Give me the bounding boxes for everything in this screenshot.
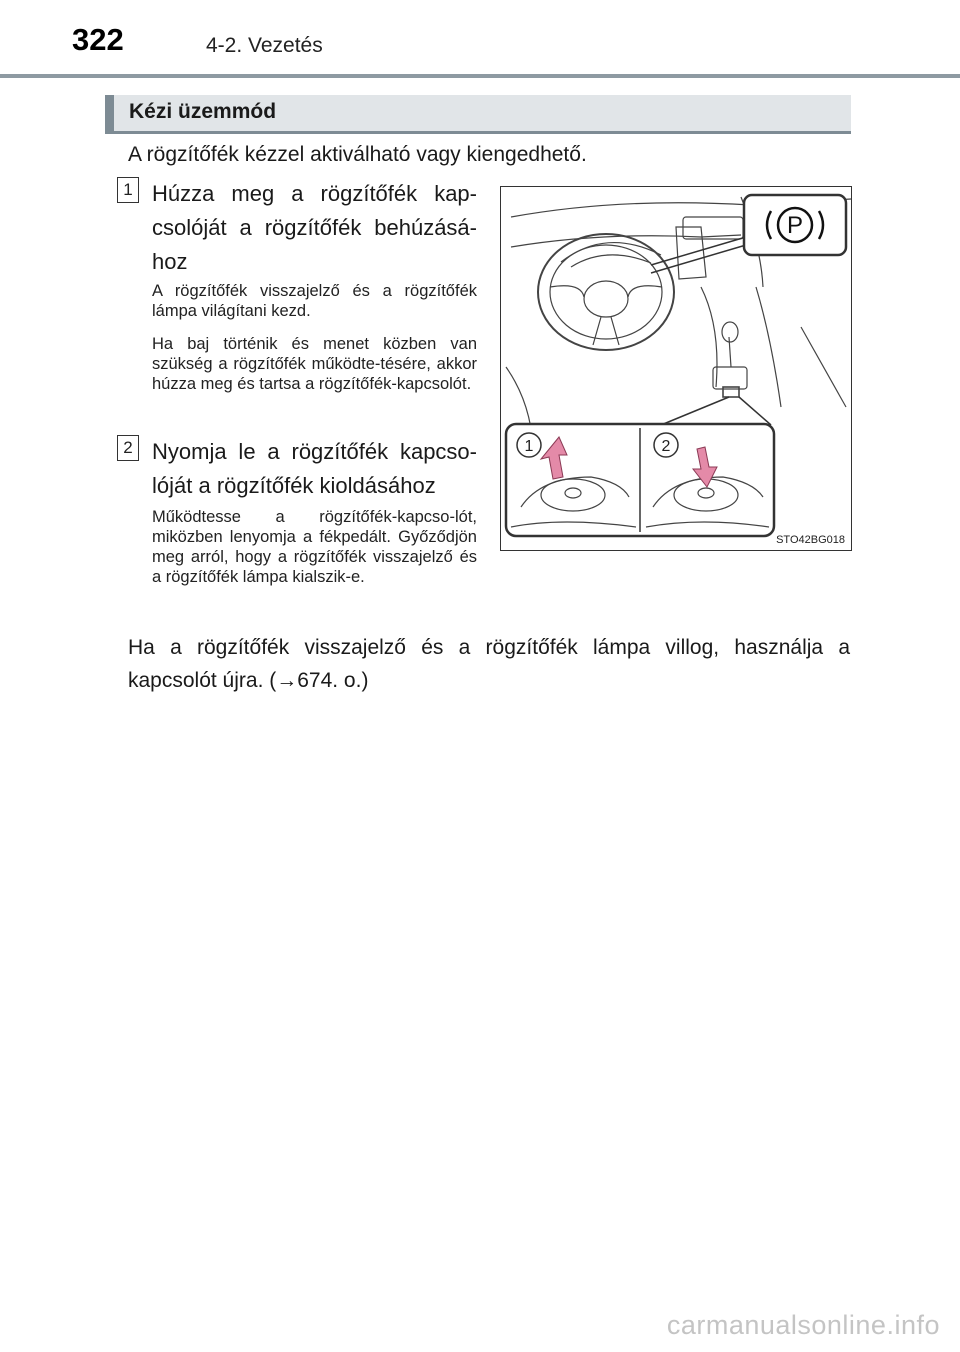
closing-text: Ha a rögzítőfék visszajelző és a rögzítőfék lámpa villog, használja a kapcsolót újra. (→674. o.) xyxy=(128,636,850,692)
step-1-note-2: Ha baj történik és menet közben van szükség a rögzítőfék működte-tésére, akkor húzza meg és tartsa a rögzítőfék-kapcsolót. xyxy=(152,335,477,393)
p-indicator-symbol: P xyxy=(786,212,804,239)
heading-underline xyxy=(105,131,851,134)
figure-code: STO42BG018 xyxy=(776,534,845,546)
subsection-heading-text: Kézi üzemmód xyxy=(129,100,277,123)
section-title: 4-2. Vezetés xyxy=(206,34,323,57)
callout-2: 2 xyxy=(661,438,671,455)
intro-text: A rögzítőfék kézzel aktiválható vagy kiengedhető. xyxy=(128,143,587,166)
header-divider xyxy=(0,74,960,78)
step-1-number: 1 xyxy=(117,177,139,203)
watermark: carmanualsonline.info xyxy=(666,1310,940,1340)
callout-1: 1 xyxy=(524,438,534,455)
dashboard-drawing xyxy=(501,187,853,552)
subsection-heading xyxy=(105,95,851,131)
step-1-text: Húzza meg a rögzítőfék kap-csolóját a rögzítőfék behúzásá-hoz xyxy=(152,181,477,274)
step-2-text: Nyomja le a rögzítőfék kapcso-lóját a rögzítőfék kioldásához xyxy=(152,439,477,498)
parking-brake-illustration xyxy=(500,186,852,551)
step-2-note-1: Működtesse a rögzítőfék-kapcso-lót, miközben lenyomja a fékpedált. Győződjön meg arról, hogy a rögzítőfék visszajelző és a rögzítőfék lámpa kialszik-e. xyxy=(152,508,477,586)
step-1-note-1: A rögzítőfék visszajelző és a rögzítőfék lámpa világítani kezd. xyxy=(152,282,477,320)
step-2-number: 2 xyxy=(117,435,139,461)
page-header xyxy=(0,0,960,80)
page-number: 322 xyxy=(72,22,124,57)
